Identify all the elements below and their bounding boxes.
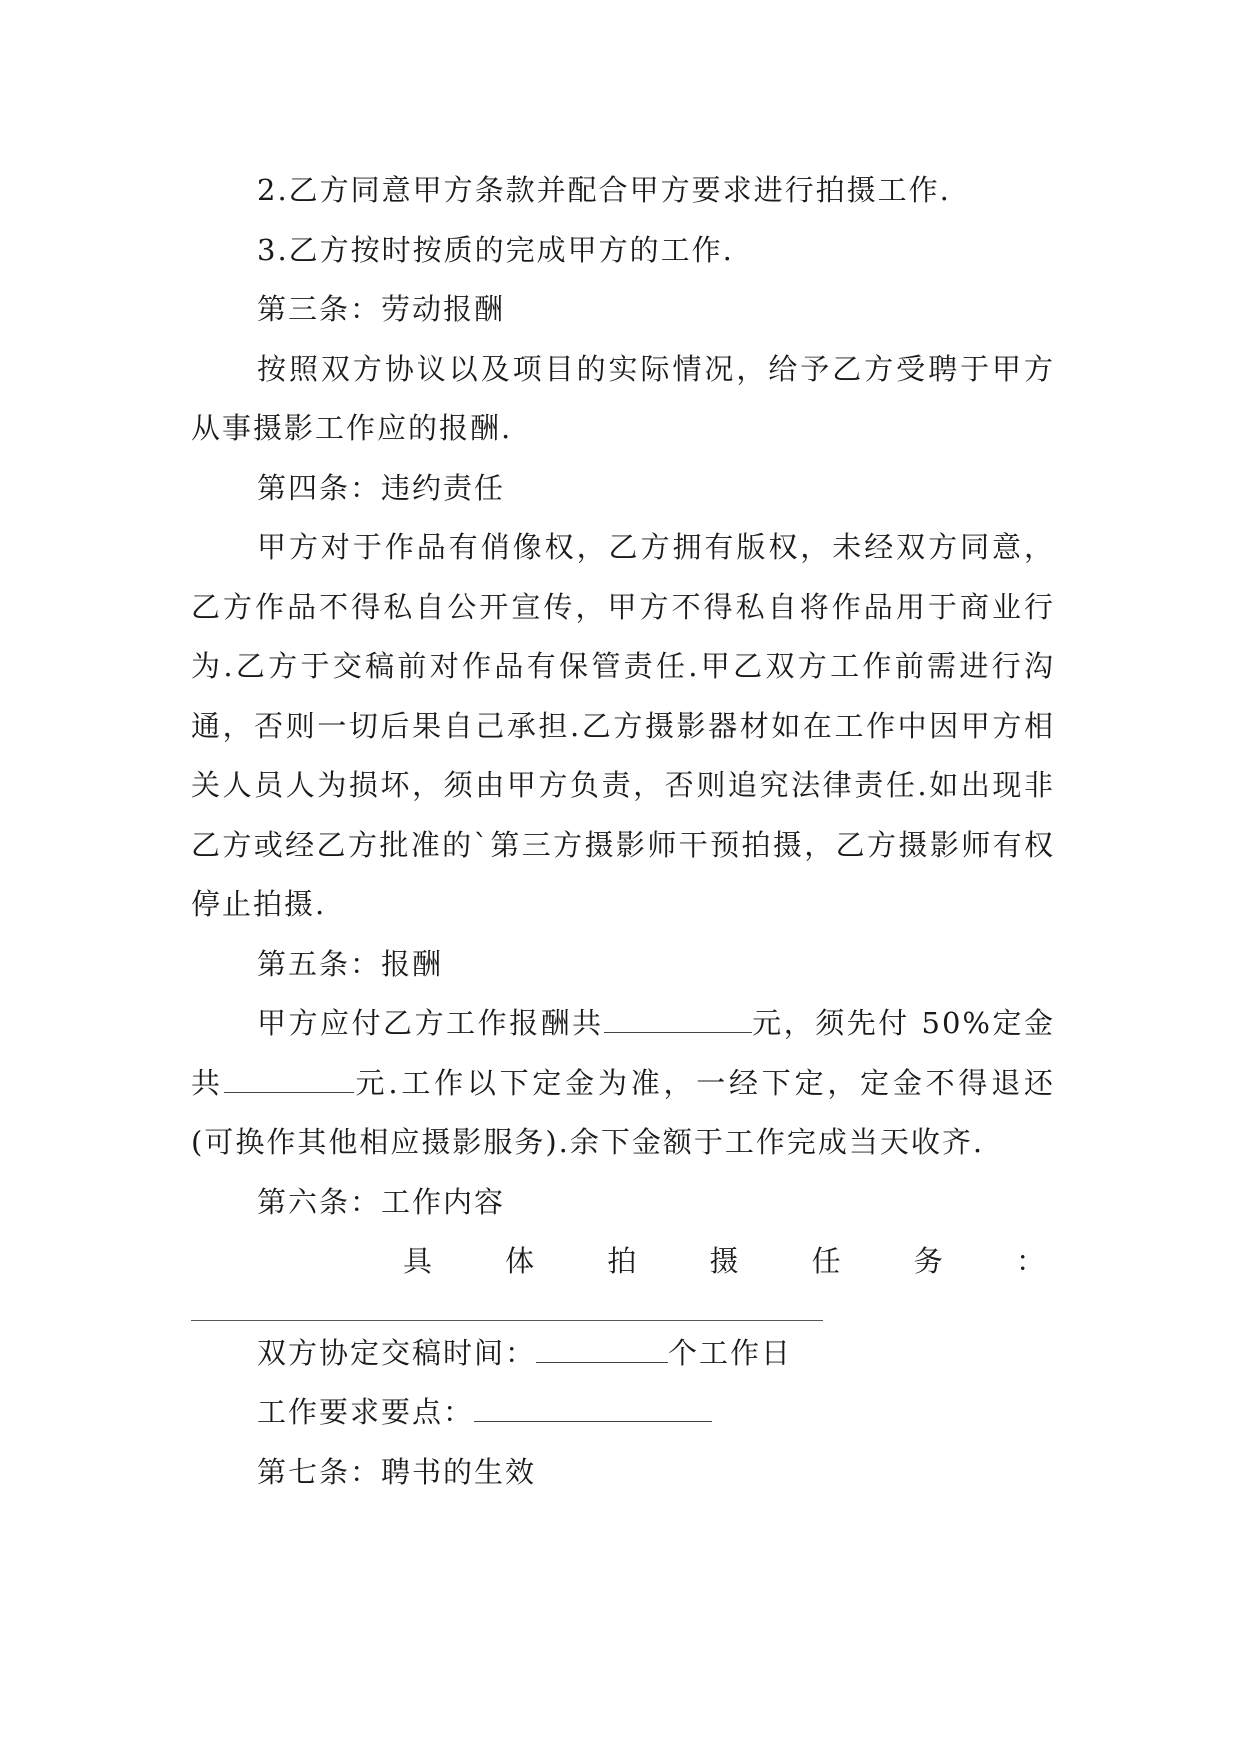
payment-total-blank <box>604 1008 752 1033</box>
task-label-char: 摄 <box>709 1244 741 1278</box>
task-label-char: 务 <box>913 1244 945 1278</box>
delivery-time-blank <box>536 1338 668 1363</box>
clause-item-3: 3.乙方按时按质的完成甲方的工作. <box>257 232 734 267</box>
deposit-label: 元，须先付 50%定金共 <box>191 1006 1055 1100</box>
task-label-spread <box>191 1232 1055 1292</box>
article-7-heading: 第七条：聘书的生效 <box>257 1454 537 1489</box>
article-4-heading: 第四条：违约责任 <box>257 470 506 505</box>
article-5-heading: 第五条：报酬 <box>257 946 444 981</box>
requirements-label: 工作要求要点： <box>257 1395 475 1429</box>
task-label-char: 具 <box>403 1244 435 1278</box>
task-label-char: 体 <box>505 1244 537 1278</box>
requirements-line <box>191 1383 1055 1443</box>
task-label-char: 任 <box>811 1244 843 1278</box>
task-blank-line <box>191 1292 823 1321</box>
article-4-text: 甲方对于作品有俏像权，乙方拥有版权，未经双方同意，乙方作品不得私自公开宣传，甲方不得私自将作品用于商业行为.乙方于交稿前对作品有保管责任.甲乙双方工作前需进行沟通，否则一切后果自己承担.乙方摄影器材如在工作中因甲方相关人员人为损坏，须由甲方负责，否则追究法律责任.如出现非乙方或经乙方批准的`第三方摄影师干预拍摄，乙方摄影师有权停止拍摄. <box>191 530 1055 921</box>
requirements-blank <box>474 1397 712 1422</box>
delivery-time-label: 双方协定交稿时间： <box>257 1335 537 1370</box>
article-3-heading: 第三条：劳动报酬 <box>257 292 506 326</box>
clause-item-2: 2.乙方同意甲方条款并配合甲方要求进行拍摄工作. <box>257 173 951 207</box>
document-body <box>191 161 1055 1502</box>
delivery-time-line <box>191 1324 1055 1384</box>
deposit-terms: 元.工作以下定金为准，一经下定，定金不得退还(可换作其他相应摄影服务).余下金额于工作完成当天收齐. <box>191 1065 1055 1159</box>
delivery-time-unit: 个工作日 <box>668 1335 793 1370</box>
task-label-char: ： <box>1015 1244 1047 1278</box>
article-5-text <box>191 994 1055 1173</box>
deposit-blank <box>224 1068 354 1093</box>
task-label-char: 拍 <box>607 1244 639 1278</box>
payment-total-label: 甲方应付乙方工作报酬共 <box>257 1006 604 1040</box>
article-6-heading: 第六条：工作内容 <box>257 1184 506 1219</box>
article-3-text: 按照双方协议以及项目的实际情况，给予乙方受聘于甲方从事摄影工作应的报酬. <box>191 351 1055 445</box>
